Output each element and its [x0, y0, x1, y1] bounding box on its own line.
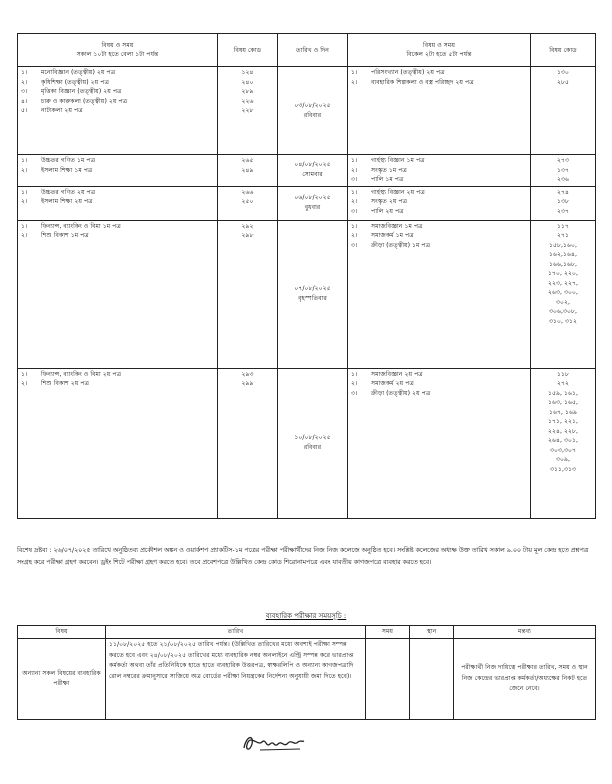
- practical-time: [366, 639, 410, 720]
- subject-code: ১৩৮: [556, 198, 570, 205]
- subject-title: সমাজকর্ম ১ম পত্র: [371, 232, 414, 239]
- subject-number: ১।: [351, 157, 358, 164]
- subject-code: ২৩৭: [556, 207, 570, 215]
- subject-code: ২৬৬: [241, 188, 254, 196]
- practical-row: [18, 639, 596, 720]
- date-cell: [278, 368, 348, 518]
- schedule-row: [18, 368, 596, 518]
- special-note: বিশেষ দ্রষ্টব্য : ২৬/০৭/২০২৫ তারিখে অনুষ্ঠিতব্য প্রকৌশল অঙ্কন ও ওয়ার্কশপ প্র্যাকটিস-১ম পত্রের পরীক্ষা পরীক্ষার্থীদের নিজ নিজ কলেজে অনুষ্ঠিত হবে। সংশ্লিষ্ট কলেজের অধ্যক্ষ উক্ত তারিখ সকাল ৯.০০ টায় মূল কেন্দ্র হতে প্রশ্নপত্র সংগ্রহ করে পরীক্ষা গ্রহণ করবেন। ড্রইং শিটে পরীক্ষা গ্রহণ করতে হবে। তবে প্রবেশপত্রে উল্লিখিত কেন্দ্র কোড শিরোনামপত্রে এবং যাবতীয় কাগজপত্রে ব্যবহার করতে হবে।: [17, 547, 589, 566]
- subject-item: [351, 389, 527, 399]
- subject-code: ১৬৭, ১৬৯: [548, 408, 578, 416]
- exam-day: রবিবার: [303, 111, 322, 119]
- subject-code: ২২৩, ২২৭,: [547, 279, 579, 287]
- date-cell: [278, 186, 348, 220]
- schedule-row: [18, 220, 596, 368]
- subject-title: সংস্কৃত ১ম পত্র: [371, 166, 407, 174]
- subject-code: ২২৮: [241, 107, 254, 114]
- exam-date: ১০/০৮/২০২৫: [294, 434, 331, 441]
- subject-item: [21, 166, 214, 176]
- practical-header-remarks: মন্তব্য: [454, 626, 596, 639]
- subject-number: ২।: [21, 78, 28, 86]
- practical-schedule-table: [17, 625, 596, 720]
- left-subjects-cell: [18, 67, 218, 155]
- right-subjects-cell: [348, 155, 531, 187]
- subject-number: ২।: [21, 232, 28, 239]
- right-codes-cell: [531, 67, 596, 155]
- subject-item: [21, 68, 214, 78]
- left-subjects-cell: [18, 186, 218, 220]
- subject-code: ২৭৩: [556, 157, 570, 164]
- subject-title: গার্হস্থ্য বিজ্ঞান ২য় পত্র: [371, 188, 425, 196]
- subject-code: ২৬৩, ৩০০,: [547, 289, 579, 296]
- right-codes-cell: [531, 186, 596, 220]
- exam-schedule-table: [17, 33, 596, 519]
- subject-item: [351, 156, 527, 166]
- subject-code: ২৭২: [556, 380, 570, 387]
- subject-title: মৃত্তিকা বিজ্ঞান (তত্ত্বীয়) ২য় পত্র: [41, 88, 122, 95]
- subject-title: ফিন্যান্স, ব্যাংকিং ও বিমা ২য় পত্র: [41, 370, 122, 378]
- subject-item: [351, 370, 527, 380]
- subject-title: সমাজবিজ্ঞান ১ম পত্র: [371, 222, 423, 230]
- practical-header-row: [18, 626, 596, 639]
- date-cell: [278, 220, 348, 368]
- subject-code: ২৪০: [241, 78, 254, 86]
- right-subjects-cell: [348, 220, 531, 368]
- subject-code: ২৪৯: [241, 166, 254, 174]
- subject-code: ৩০৬,৩০৮,: [548, 308, 578, 315]
- practical-place: [410, 639, 454, 720]
- right-subjects-cell: [348, 368, 531, 518]
- subject-item: [351, 207, 527, 217]
- subject-number: ৩।: [21, 88, 28, 95]
- left-codes-cell: [218, 368, 278, 518]
- subject-item: [21, 106, 214, 116]
- subject-code: ২৩৬: [556, 176, 570, 183]
- practical-header-place: স্থান: [410, 626, 454, 639]
- left-codes-cell: [218, 220, 278, 368]
- header-date: তারিখ ও দিন: [278, 34, 348, 67]
- subject-code: ১৬৩, ১৬৫,: [547, 399, 578, 406]
- subject-code: ২৫০: [241, 198, 254, 205]
- header-morning-subject: বিষয় ও সময় সকাল ১০টা হতে বেলা ১টা পর্যন্ত: [18, 34, 218, 67]
- subject-title: মনোবিজ্ঞান (তত্ত্বীয়) ২য় পত্র: [41, 69, 116, 76]
- subject-title: সংস্কৃত ২য় পত্র: [371, 198, 408, 205]
- subject-item: [21, 370, 214, 380]
- exam-date: ০৪/০৮/২০২৫: [294, 161, 331, 169]
- subject-code: ২৯৮: [241, 232, 254, 239]
- subject-number: ১।: [351, 188, 358, 196]
- left-codes-cell: [218, 67, 278, 155]
- subject-number: ২।: [351, 78, 358, 86]
- subject-item: [351, 231, 527, 241]
- subject-number: ১।: [351, 222, 358, 230]
- subject-title: পালি ২য় পত্র: [371, 207, 404, 215]
- subject-number: ৪।: [21, 97, 28, 105]
- exam-day: রবিবার: [303, 444, 322, 451]
- subject-number: ৫।: [21, 107, 28, 114]
- subject-item: [351, 379, 527, 389]
- subject-item: [21, 78, 214, 88]
- subject-title: গার্হস্থ্য বিজ্ঞান ১ম পত্র: [371, 157, 425, 164]
- left-subjects-cell: [18, 155, 218, 187]
- date-cell: [278, 67, 348, 155]
- subject-code: ১৩০: [556, 69, 570, 76]
- subject-code: ২৬৫: [241, 157, 254, 164]
- subject-number: ২।: [21, 198, 28, 205]
- subject-title: ক্রীড়া (তত্ত্বীয়) ১ম পত্র: [371, 241, 431, 249]
- exam-date: ০৩/০৮/২০২৫: [294, 101, 331, 109]
- subject-item: [351, 188, 527, 198]
- subject-code: ৩১১,৩১৩: [549, 465, 577, 473]
- subject-code: ১৫৮,১৬০,: [548, 241, 578, 249]
- subject-number: ১।: [351, 370, 358, 378]
- subject-code: ২৯৩: [241, 370, 254, 378]
- subject-title: উচ্চতর গণিত ১ম পত্র: [41, 157, 96, 164]
- subject-item: [21, 222, 214, 232]
- subject-title: সমাজকর্ম ২য় পত্র: [371, 380, 414, 387]
- schedule-row: [18, 186, 596, 220]
- subject-number: ১।: [21, 69, 28, 76]
- subject-title: কৃষিশিক্ষা (তত্ত্বীয়) ২য় পত্র: [41, 78, 109, 86]
- subject-title: ইসলাম শিক্ষা ২য় পত্র: [41, 198, 93, 205]
- subject-code: ১১৮: [556, 370, 570, 378]
- subject-code: ১২৪: [241, 69, 254, 76]
- subject-item: [351, 175, 527, 185]
- subject-code: ৩০২,: [555, 298, 571, 306]
- subject-code: ১৩৭: [556, 166, 570, 174]
- subject-number: ১।: [21, 157, 28, 164]
- subject-code: ২৯২: [241, 222, 254, 230]
- exam-day: বুধবার: [304, 204, 321, 211]
- subject-number: ১।: [21, 188, 28, 196]
- subject-code: ২৬৪, ৩০১,: [547, 437, 579, 444]
- subject-number: ১।: [21, 370, 28, 378]
- subject-item: [351, 197, 527, 207]
- subject-title: সমাজবিজ্ঞান ২য় পত্র: [371, 370, 423, 378]
- subject-title: ইসলাম শিক্ষা ১ম পত্র: [41, 166, 93, 174]
- subject-code: ২৭৪: [556, 188, 570, 196]
- exam-day: বৃহস্পতিবার: [298, 295, 327, 302]
- subject-code: ১৬২,১৬৪,: [548, 251, 578, 258]
- subject-title: পালি ১ম পত্র: [371, 176, 404, 183]
- subject-title: পরিসংখ্যান (তত্ত্বীয়) ২য় পত্র: [371, 69, 445, 76]
- subject-code: ২৮৫: [556, 78, 570, 86]
- subject-code: ২৮৯: [241, 88, 254, 95]
- right-subjects-cell: [348, 186, 531, 220]
- subject-number: ৩।: [351, 241, 358, 249]
- left-codes-cell: [218, 155, 278, 187]
- exam-day: সোমবার: [302, 171, 323, 179]
- practical-date: ১১/০৮/২০২৫ হতে ২১/০৮/২০২৫ তারিখ পর্যন্ত। (উল্লিখিত তারিখের মধ্যে অবশ্যই পরীক্ষা সম্পন্ন করতে হবে এবং ২৪/০৮/২০২৫ তারিখের মধ্যে ব্যবহারিক নম্বর অনলাইনে এন্ট্রি সম্পন্ন করে ভারপ্রাপ্ত কর্মকর্তা অথবা তাঁর প্রতিনিধিকে হাতে হাতে ব্যবহারিক উত্তরপত্র, স্বাক্ষরলিপি ও অন্যান্য কাগজপত্রাদি রোল নম্বরের ক্রমানুসারে সাজিয়ে অত্র বোর্ডের পরীক্ষা নিয়ন্ত্রকের নির্দেশনা অনুযায়ী জমা দিতে হবে)।: [106, 639, 366, 720]
- subject-item: [351, 241, 527, 251]
- practical-header-date: তারিখ: [106, 626, 366, 639]
- subject-number: ৩।: [351, 389, 358, 397]
- subject-number: ১।: [21, 222, 28, 230]
- subject-item: [351, 78, 527, 88]
- practical-title: ব্যবহারিক পরীক্ষার সময়সূচি :: [265, 612, 347, 620]
- subject-item: [21, 97, 214, 107]
- subject-item: [351, 68, 527, 78]
- subject-number: ২।: [351, 380, 358, 387]
- subject-code: ১৭০, ২২০,: [547, 270, 579, 277]
- subject-code: ২২৬: [241, 97, 254, 105]
- subject-title: শিশু বিকাশ ১ম পত্র: [41, 232, 89, 239]
- practical-remarks: পরীক্ষার্থী নিজ দায়িত্বে পরীক্ষার তারিখ, সময় ও স্থান নিজ কেন্দ্রের ভারপ্রাপ্ত কর্মকর্তা/অধ্যক্ষের নিকট হতে জেনে নেবে।: [454, 639, 596, 720]
- signature-image: [240, 730, 312, 756]
- subject-item: [21, 87, 214, 97]
- practical-header-subject: বিষয়: [18, 626, 106, 639]
- subject-title: শিশু বিকাশ ২য় পত্র: [41, 380, 90, 387]
- subject-title: উচ্চতর গণিত ২য় পত্র: [41, 188, 96, 196]
- left-subjects-cell: [18, 368, 218, 518]
- subject-title: ফিন্যান্স, ব্যাংকিং ও বিমা ১ম পত্র: [41, 222, 121, 230]
- practical-subject: অন্যান্য সকল বিষয়ের ব্যবহারিক পরীক্ষা: [18, 639, 106, 720]
- subject-item: [21, 156, 214, 166]
- practical-header-time: সময়: [366, 626, 410, 639]
- right-subjects-cell: [348, 67, 531, 155]
- right-codes-cell: [531, 220, 596, 368]
- subject-code: ১৫৯, ১৬১,: [548, 389, 578, 397]
- exam-date: ০৬/০৮/২০২৫: [294, 194, 331, 201]
- subject-code: ২৯৯: [241, 380, 254, 387]
- right-codes-cell: [531, 155, 596, 187]
- header-code-left: বিষয় কোড: [218, 34, 278, 67]
- table-header-row: [18, 34, 596, 67]
- subject-number: ২।: [351, 198, 358, 205]
- subject-code: ৩০৯,: [555, 456, 571, 463]
- subject-code: ২৭১: [556, 232, 570, 239]
- subject-item: [21, 231, 214, 241]
- subject-item: [351, 222, 527, 232]
- header-afternoon-subject: বিষয় ও সময় বিকেল ২টা হতে ৫টা পর্যন্ত: [348, 34, 531, 67]
- subject-item: [21, 379, 214, 389]
- subject-number: ২।: [351, 232, 358, 239]
- right-codes-cell: [531, 368, 596, 518]
- subject-item: [21, 188, 214, 198]
- left-subjects-cell: [18, 220, 218, 368]
- header-code-right: বিষয় কোড: [531, 34, 596, 67]
- schedule-row: [18, 155, 596, 187]
- schedule-row: [18, 67, 596, 155]
- date-cell: [278, 155, 348, 187]
- subject-number: ১।: [351, 69, 358, 76]
- subject-title: চারু ও কারুকলা (তত্ত্বীয়) ২য় পত্র: [41, 97, 128, 105]
- subject-item: [351, 166, 527, 176]
- subject-title: ক্রীড়া (তত্ত্বীয়) ২য় পত্র: [371, 389, 431, 397]
- subject-item: [21, 197, 214, 207]
- subject-code: ২২৪, ২২৮,: [547, 427, 579, 435]
- left-codes-cell: [218, 186, 278, 220]
- subject-code: ১৬৬,১৬৮,: [548, 260, 578, 268]
- exam-date: ০৭/০৮/২০২৫: [294, 285, 331, 292]
- subject-code: ৩১০, ৩১২: [548, 317, 578, 325]
- subject-number: ২।: [351, 166, 358, 174]
- subject-code: ১১৭: [556, 222, 570, 230]
- subject-code: ১৭১, ২২১,: [547, 418, 578, 425]
- subject-number: ২।: [21, 380, 28, 387]
- subject-number: ৩।: [351, 176, 358, 183]
- subject-number: ২।: [21, 166, 28, 174]
- subject-title: নাট্যকলা ২য় পত্র: [41, 107, 83, 114]
- subject-title: ব্যবহারিক শিল্পকলা ও বস্ত্র পরিচ্ছদ ২য় পত্র: [371, 78, 474, 86]
- subject-code: ৩০৩,৩০৭: [549, 446, 577, 454]
- subject-number: ৩।: [351, 207, 358, 215]
